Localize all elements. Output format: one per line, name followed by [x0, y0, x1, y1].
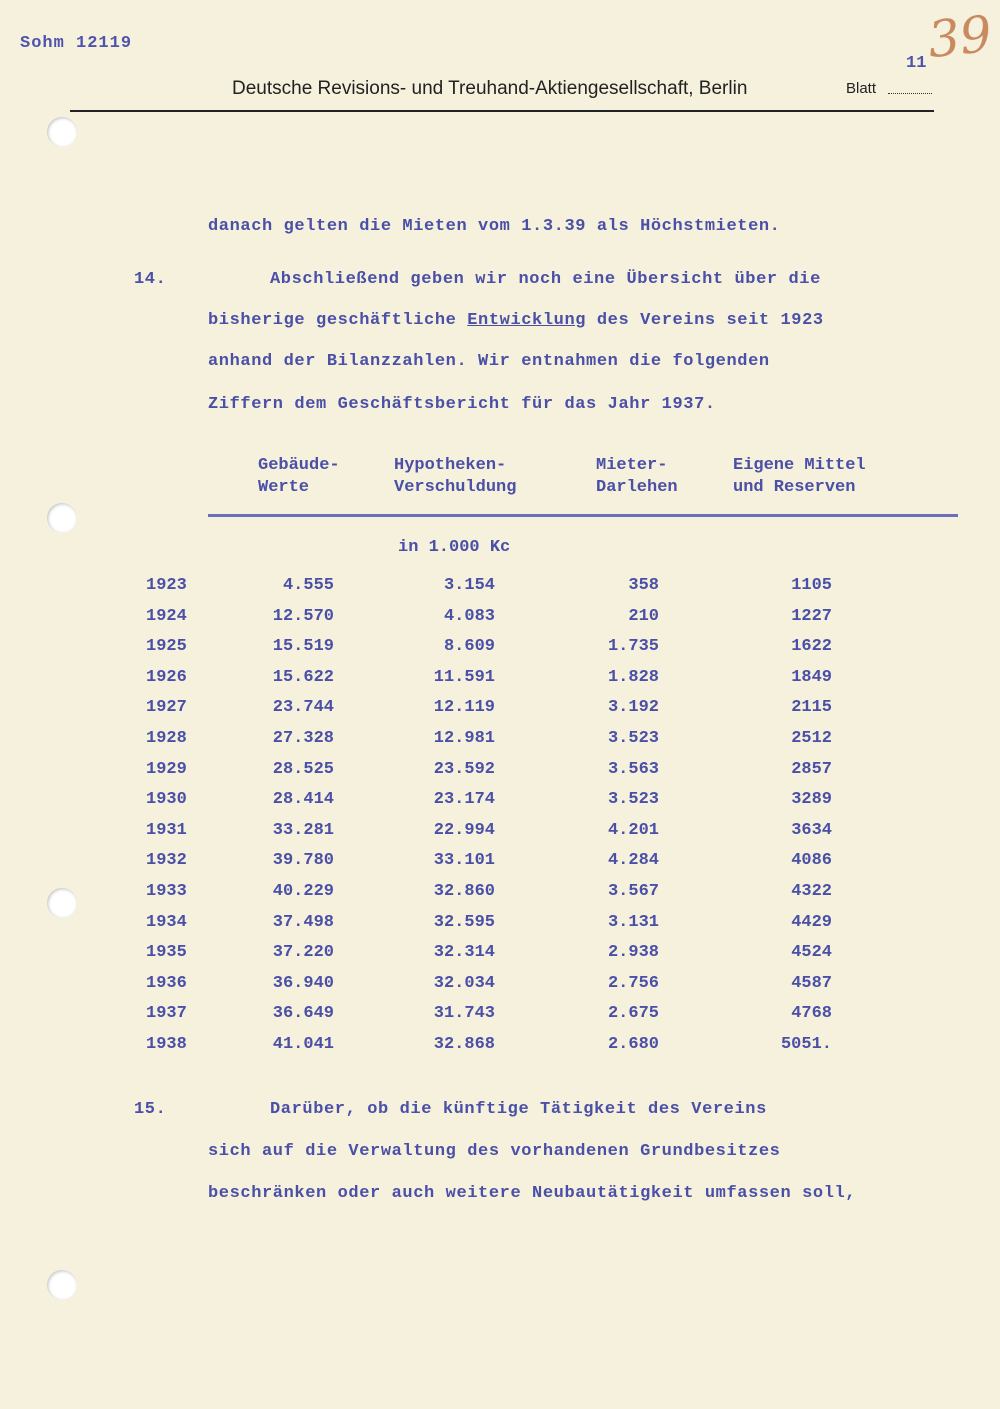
table-cell-c: 3.567	[607, 882, 659, 901]
text-line: Abschließend geben wir noch eine Übersicht über die	[270, 270, 821, 289]
table-cell-b: 12.981	[433, 729, 495, 748]
text-line: sich auf die Verwaltung des vorhandenen Grundbesitzes	[208, 1142, 781, 1161]
table-cell-d: 4086	[791, 851, 832, 871]
table-row	[0, 637, 1000, 667]
table-cell-d: 4429	[791, 912, 832, 932]
table-row	[0, 607, 1000, 637]
table-cell-b: 23.174	[433, 790, 495, 810]
text-line: anhand der Bilanzzahlen. Wir entnahmen die folgenden	[208, 352, 770, 371]
table-cell-a: 15.519	[272, 637, 334, 657]
header-rule	[70, 110, 934, 112]
table-cell-a: 39.780	[272, 851, 334, 871]
table-rule	[208, 514, 958, 517]
table-cell-d: 1622	[791, 637, 832, 657]
table-cell-c: 3.523	[607, 790, 659, 810]
table-cell-b: 12.119	[433, 698, 495, 718]
table-cell-c: 2.675	[607, 1004, 659, 1024]
table-cell-year: 1927	[146, 698, 187, 718]
table-cell-b: 32.860	[433, 882, 495, 901]
table-cell-a: 36.940	[272, 973, 334, 993]
table-row	[0, 882, 1000, 912]
table-cell-year: 1938	[146, 1035, 187, 1054]
section-number: 15.	[134, 1100, 167, 1119]
underlined-word: Entwicklung	[467, 311, 587, 330]
table-row	[0, 790, 1000, 820]
table-unit: in 1.000 Kc	[398, 538, 511, 557]
table-cell-year: 1936	[146, 973, 187, 993]
table-cell-d: 1105	[791, 576, 832, 595]
table-cell-year: 1932	[146, 851, 187, 871]
table-row	[0, 821, 1000, 851]
table-cell-d: 2857	[791, 759, 832, 779]
table-cell-year: 1931	[146, 820, 187, 840]
table-cell-b: 3.154	[443, 576, 495, 595]
punch-hole	[47, 1270, 77, 1300]
table-cell-b: 23.592	[433, 759, 495, 779]
table-cell-c: 358	[628, 576, 659, 595]
archive-id: Sohm 12119	[20, 34, 133, 53]
table-row	[0, 729, 1000, 759]
table-cell-a: 33.281	[272, 820, 334, 840]
column-header-eigene-mittel: Eigene Mittel und Reserven	[733, 456, 866, 497]
section-number: 14.	[134, 270, 167, 289]
table-cell-year: 1924	[146, 606, 187, 626]
table-cell-d: 1227	[791, 606, 832, 626]
text-line: danach gelten die Mieten vom 1.3.39 als Höchstmieten.	[208, 217, 781, 236]
table-cell-d: 2115	[791, 698, 832, 718]
column-header-mieter: Mieter- Darlehen	[596, 456, 678, 497]
table-cell-c: 2.756	[607, 973, 659, 993]
table-cell-year: 1925	[146, 637, 187, 657]
table-row	[0, 698, 1000, 728]
table-cell-c: 2.680	[607, 1035, 659, 1054]
table-cell-year: 1933	[146, 882, 187, 901]
table-cell-a: 27.328	[272, 729, 334, 748]
punch-hole	[47, 503, 77, 533]
table-cell-b: 32.314	[433, 943, 495, 963]
table-cell-c: 1.828	[607, 667, 659, 687]
table-cell-a: 40.229	[272, 882, 334, 901]
table-cell-year: 1929	[146, 759, 187, 779]
table-cell-b: 32.034	[433, 973, 495, 993]
table-cell-d: 1849	[791, 667, 832, 687]
table-cell-c: 1.735	[607, 637, 659, 657]
table-cell-year: 1937	[146, 1004, 187, 1024]
table-cell-b: 33.101	[433, 851, 495, 871]
letterhead-company: Deutsche Revisions- und Treuhand-Aktiengesellschaft, Berlin	[232, 78, 748, 99]
text-segment: bisherige geschäftliche	[208, 311, 468, 330]
table-cell-a: 4.555	[282, 576, 334, 595]
table-cell-c: 210	[628, 606, 659, 626]
table-cell-b: 32.868	[433, 1035, 495, 1054]
table-row	[0, 1035, 1000, 1065]
table-cell-b: 11.591	[433, 667, 495, 687]
table-cell-year: 1934	[146, 912, 187, 932]
table-cell-c: 3.131	[607, 912, 659, 932]
table-cell-d: 4322	[791, 882, 832, 901]
table-cell-year: 1928	[146, 729, 187, 748]
text-line: Ziffern dem Geschäftsbericht für das Jahr 1937.	[208, 395, 716, 414]
table-row	[0, 913, 1000, 943]
table-cell-year: 1926	[146, 667, 187, 687]
blatt-dotted-line	[888, 93, 932, 94]
table-cell-c: 4.201	[607, 820, 659, 840]
column-header-gebaeude: Gebäude- Werte	[258, 456, 340, 497]
text-line: Darüber, ob die künftige Tätigkeit des Vereins	[270, 1100, 767, 1119]
table-cell-b: 8.609	[443, 637, 495, 657]
table-cell-a: 28.414	[272, 790, 334, 810]
text-segment: des Vereins seit 1923	[586, 311, 824, 330]
punch-hole	[47, 117, 77, 147]
table-row	[0, 943, 1000, 973]
column-header-hypotheken: Hypotheken- Verschuldung	[394, 456, 517, 497]
blatt-label: Blatt	[846, 80, 877, 97]
table-row	[0, 974, 1000, 1004]
table-cell-c: 2.938	[607, 943, 659, 963]
table-cell-d: 4524	[791, 943, 832, 963]
table-cell-b: 32.595	[433, 912, 495, 932]
table-cell-c: 4.284	[607, 851, 659, 871]
table-cell-d: 4587	[791, 973, 832, 993]
table-cell-b: 4.083	[443, 606, 495, 626]
handwritten-page-number: 39	[925, 4, 995, 70]
table-cell-d: 3289	[791, 790, 832, 810]
table-cell-a: 41.041	[272, 1035, 334, 1054]
table-cell-b: 31.743	[433, 1004, 495, 1024]
table-row	[0, 576, 1000, 606]
text-line	[208, 311, 824, 330]
table-cell-c: 3.192	[607, 698, 659, 718]
table-cell-a: 23.744	[272, 698, 334, 718]
table-row	[0, 1004, 1000, 1034]
table-cell-year: 1930	[146, 790, 187, 810]
table-cell-a: 12.570	[272, 606, 334, 626]
table-row	[0, 851, 1000, 881]
table-cell-b: 22.994	[433, 820, 495, 840]
table-row	[0, 760, 1000, 790]
table-cell-a: 37.220	[272, 943, 334, 963]
table-cell-a: 37.498	[272, 912, 334, 932]
table-cell-year: 1935	[146, 943, 187, 963]
text-line: beschränken oder auch weitere Neubautätigkeit umfassen soll,	[208, 1184, 857, 1203]
table-cell-c: 3.563	[607, 759, 659, 779]
table-cell-d: 3634	[791, 820, 832, 840]
table-cell-d: 5051.	[780, 1035, 832, 1054]
table-cell-a: 15.622	[272, 667, 334, 687]
table-row	[0, 668, 1000, 698]
table-cell-c: 3.523	[607, 729, 659, 748]
table-cell-d: 2512	[791, 729, 832, 748]
sheet-number: 11	[906, 54, 927, 73]
table-cell-year: 1923	[146, 576, 187, 595]
table-cell-a: 36.649	[272, 1004, 334, 1024]
table-cell-a: 28.525	[272, 759, 334, 779]
table-cell-d: 4768	[791, 1004, 832, 1024]
